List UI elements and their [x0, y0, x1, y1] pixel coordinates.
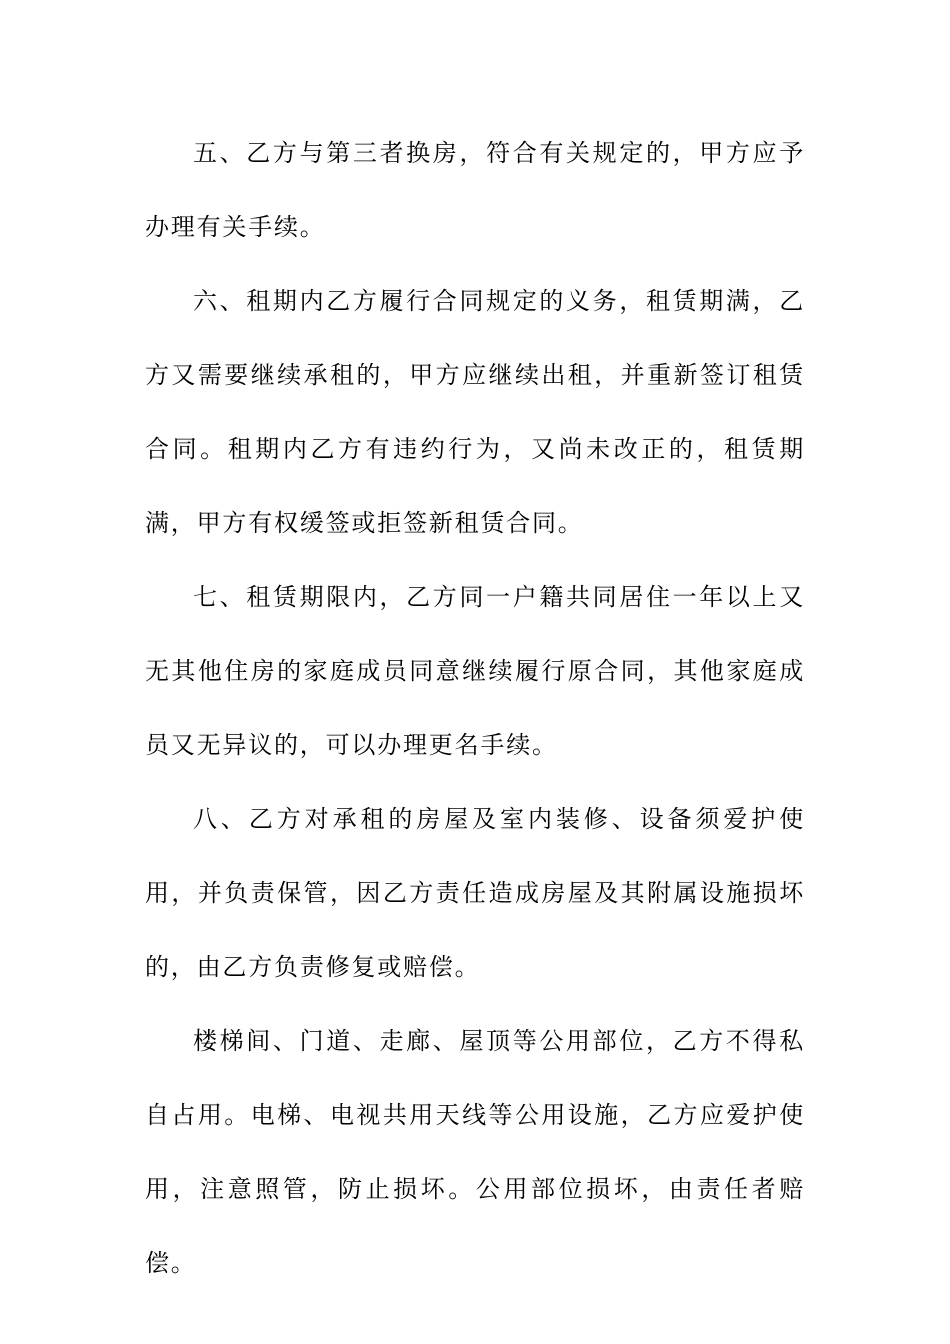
clause-8-paragraph: 八、乙方对承租的房屋及室内装修、设备须爱护使用，并负责保管，因乙方责任造成房屋及其附属设施损坏的，由乙方负责修复或赔偿。: [145, 805, 805, 981]
clause-5-paragraph: 五、乙方与第三者换房，符合有关规定的，甲方应予办理有关手续。: [145, 139, 805, 241]
clause-6-paragraph: 六、租期内乙方履行合同规定的义务，租赁期满，乙方又需要继续承租的，甲方应继续出租，并重新签订租赁合同。租期内乙方有违约行为，又尚未改正的，租赁期满，甲方有权缓签或拒签新租赁合同。: [145, 287, 805, 537]
clause-7-paragraph: 七、租赁期限内，乙方同一户籍共同居住一年以上又无其他住房的家庭成员同意继续履行原合同，其他家庭成员又无异议的，可以办理更名手续。: [145, 583, 805, 759]
common-areas-paragraph: 楼梯间、门道、走廊、屋顶等公用部位，乙方不得私自占用。电梯、电视共用天线等公用设施，乙方应爱护使用，注意照管，防止损坏。公用部位损坏，由责任者赔偿。: [145, 1027, 805, 1277]
document-page: [145, 116, 805, 1300]
